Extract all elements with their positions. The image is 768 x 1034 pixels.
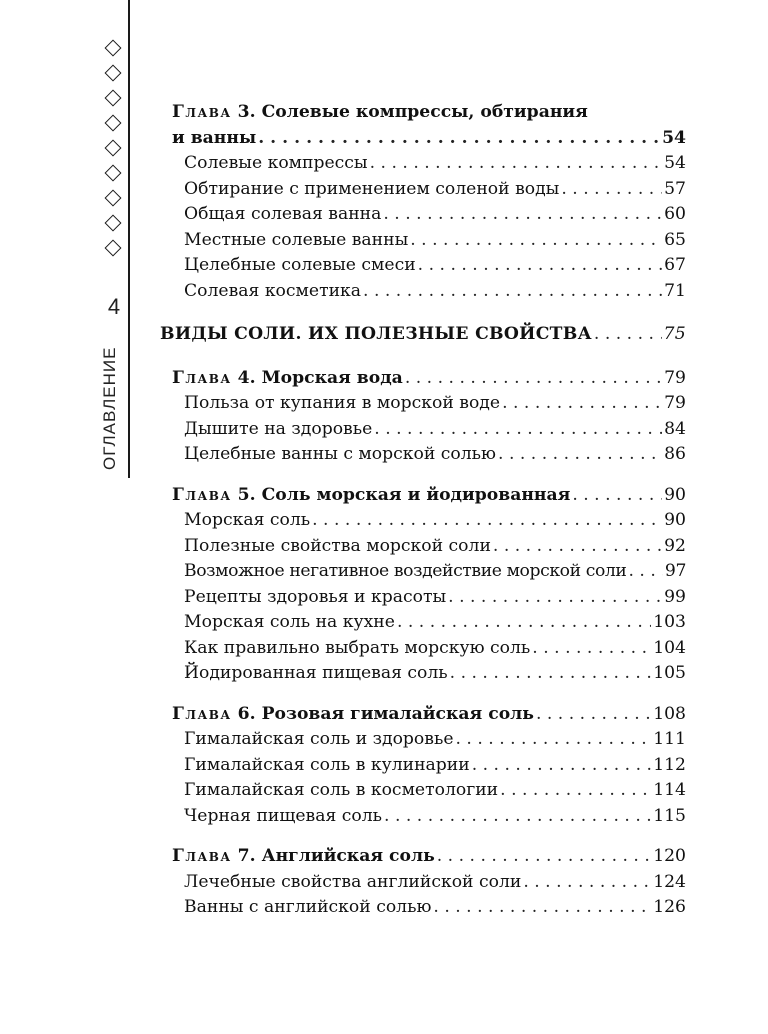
side-rule bbox=[128, 0, 130, 478]
entry-title: Солевая косметика bbox=[184, 280, 362, 301]
page-ref: 103 bbox=[653, 612, 686, 632]
toc-entry[interactable] bbox=[160, 151, 686, 177]
page-ref: 120 bbox=[653, 846, 686, 866]
toc-entry[interactable] bbox=[160, 870, 686, 896]
toc-entry[interactable] bbox=[160, 610, 686, 636]
page-ref: 86 bbox=[664, 444, 686, 464]
part-heading[interactable] bbox=[160, 322, 686, 348]
toc-entry[interactable] bbox=[160, 727, 686, 753]
diamond-icon bbox=[105, 40, 122, 57]
entry-title: Дышите на здоровье bbox=[184, 418, 373, 439]
page-ref: 79 bbox=[664, 393, 686, 413]
entry-title: Местные солевые ванны bbox=[184, 229, 409, 250]
chapter-title-cont: и ванны bbox=[172, 127, 257, 148]
toc-entry[interactable] bbox=[160, 228, 686, 254]
page-ref: 97 bbox=[664, 561, 686, 581]
table-of-contents bbox=[160, 100, 686, 921]
toc-entry[interactable] bbox=[160, 177, 686, 203]
entry-title: Солевые компрессы bbox=[184, 153, 368, 173]
page-ref: 108 bbox=[653, 703, 686, 724]
chapter-heading[interactable] bbox=[160, 844, 686, 870]
entry-title: Целебные солевые смеси bbox=[184, 255, 416, 275]
chapter-title: 4. Морская вода bbox=[237, 367, 403, 388]
part-title: ВИДЫ СОЛИ. ИХ ПОЛЕЗНЫЕ СВОЙСТВА bbox=[160, 324, 592, 344]
toc-entry[interactable] bbox=[160, 753, 686, 779]
page-ref: 92 bbox=[664, 535, 686, 556]
toc-entry[interactable] bbox=[160, 417, 686, 443]
toc-entry[interactable] bbox=[160, 804, 686, 830]
chapter-heading[interactable] bbox=[160, 483, 686, 509]
entry-title: Полезные свойства морской соли bbox=[184, 535, 491, 556]
diamond-icon bbox=[105, 65, 122, 82]
page-ref: 124 bbox=[653, 871, 686, 892]
toc-entry[interactable] bbox=[160, 559, 686, 585]
page-ref: 90 bbox=[664, 484, 686, 505]
toc-entry[interactable] bbox=[160, 253, 686, 279]
chapter-title: 6. Розовая гималайская соль bbox=[237, 703, 534, 724]
page-ref: 126 bbox=[653, 897, 686, 917]
page-ref: 79 bbox=[664, 367, 686, 388]
page-ref: 90 bbox=[664, 510, 686, 530]
page-ref: 54 bbox=[664, 153, 686, 173]
chapter-heading[interactable] bbox=[160, 702, 686, 728]
entry-title: Гималайская соль в кулинарии bbox=[184, 754, 470, 775]
chapter-title: 3. Солевые компрессы, обтирания bbox=[237, 102, 588, 122]
entry-title: Обтирание с применением соленой воды bbox=[184, 178, 560, 199]
page-ref: 84 bbox=[664, 418, 686, 439]
diamond-icon bbox=[105, 115, 122, 132]
entry-title: Морская соль bbox=[184, 510, 311, 530]
chapter-heading[interactable] bbox=[160, 366, 686, 392]
entry-title: Рецепты здоровья и красоты bbox=[184, 586, 447, 607]
entry-title: Гималайская соль и здоровье bbox=[184, 729, 454, 749]
toc-entry[interactable] bbox=[160, 661, 686, 687]
page-ref: 54 bbox=[662, 127, 686, 148]
chapter-heading[interactable] bbox=[160, 100, 686, 126]
page-ref: 115 bbox=[653, 805, 686, 826]
chapter-title: 7. Английская соль bbox=[237, 846, 435, 866]
page-ref: 75 bbox=[663, 324, 686, 344]
page-ref: 60 bbox=[664, 204, 686, 224]
page-ref: 104 bbox=[653, 637, 686, 658]
page-ref: 71 bbox=[664, 280, 686, 301]
page-ref: 112 bbox=[653, 754, 686, 775]
page-ref: 99 bbox=[664, 586, 686, 607]
chapter-keyword: Глава bbox=[172, 367, 232, 388]
toc-entry[interactable] bbox=[160, 636, 686, 662]
entry-title: Как правильно выбрать морскую соль bbox=[184, 637, 531, 658]
diamond-icon bbox=[105, 240, 122, 257]
diamond-icon bbox=[105, 90, 122, 107]
toc-entry[interactable] bbox=[160, 442, 686, 468]
toc-entry[interactable] bbox=[160, 508, 686, 534]
page-ref: 111 bbox=[653, 729, 686, 749]
entry-title: Йодированная пищевая соль bbox=[184, 663, 448, 683]
toc-entry[interactable] bbox=[160, 391, 686, 417]
toc-entry[interactable] bbox=[160, 126, 686, 152]
page-ref: 105 bbox=[653, 663, 686, 683]
page-ref: 65 bbox=[664, 229, 686, 250]
page-ref: 114 bbox=[653, 780, 686, 800]
diamond-icon bbox=[105, 190, 122, 207]
chapter-title: 5. Соль морская и йодированная bbox=[237, 484, 571, 505]
entry-title: Возможное негативное воздействие морской соли bbox=[184, 561, 627, 581]
chapter-keyword: Глава bbox=[172, 102, 232, 122]
page-ref: 67 bbox=[664, 255, 686, 275]
diamond-ornament bbox=[104, 42, 126, 267]
toc-entry[interactable] bbox=[160, 279, 686, 305]
diamond-icon bbox=[105, 140, 122, 157]
toc-entry[interactable] bbox=[160, 778, 686, 804]
entry-title: Ванны с английской солью bbox=[184, 897, 432, 917]
toc-entry[interactable] bbox=[160, 534, 686, 560]
entry-title: Польза от купания в морской воде bbox=[184, 393, 501, 413]
chapter-keyword: Глава bbox=[172, 484, 232, 505]
entry-title: Морская соль на кухне bbox=[184, 612, 395, 632]
chapter-keyword: Глава bbox=[172, 846, 232, 866]
diamond-icon bbox=[105, 215, 122, 232]
entry-title: Лечебные свойства английской соли bbox=[184, 871, 522, 892]
entry-title: Общая солевая ванна bbox=[184, 204, 382, 224]
entry-title: Гималайская соль в косметологии bbox=[184, 780, 499, 800]
entry-title: Черная пищевая соль bbox=[184, 805, 383, 826]
entry-title: Целебные ванны с морской солью bbox=[184, 444, 497, 464]
running-head: ОГЛАВЛЕНИЕ bbox=[100, 346, 119, 470]
toc-entry[interactable] bbox=[160, 585, 686, 611]
chapter-keyword: Глава bbox=[172, 703, 232, 724]
page-number: 4 bbox=[107, 294, 121, 319]
toc-entry[interactable] bbox=[160, 202, 686, 228]
page-ref: 57 bbox=[664, 178, 686, 199]
toc-entry[interactable] bbox=[160, 895, 686, 921]
diamond-icon bbox=[105, 165, 122, 182]
